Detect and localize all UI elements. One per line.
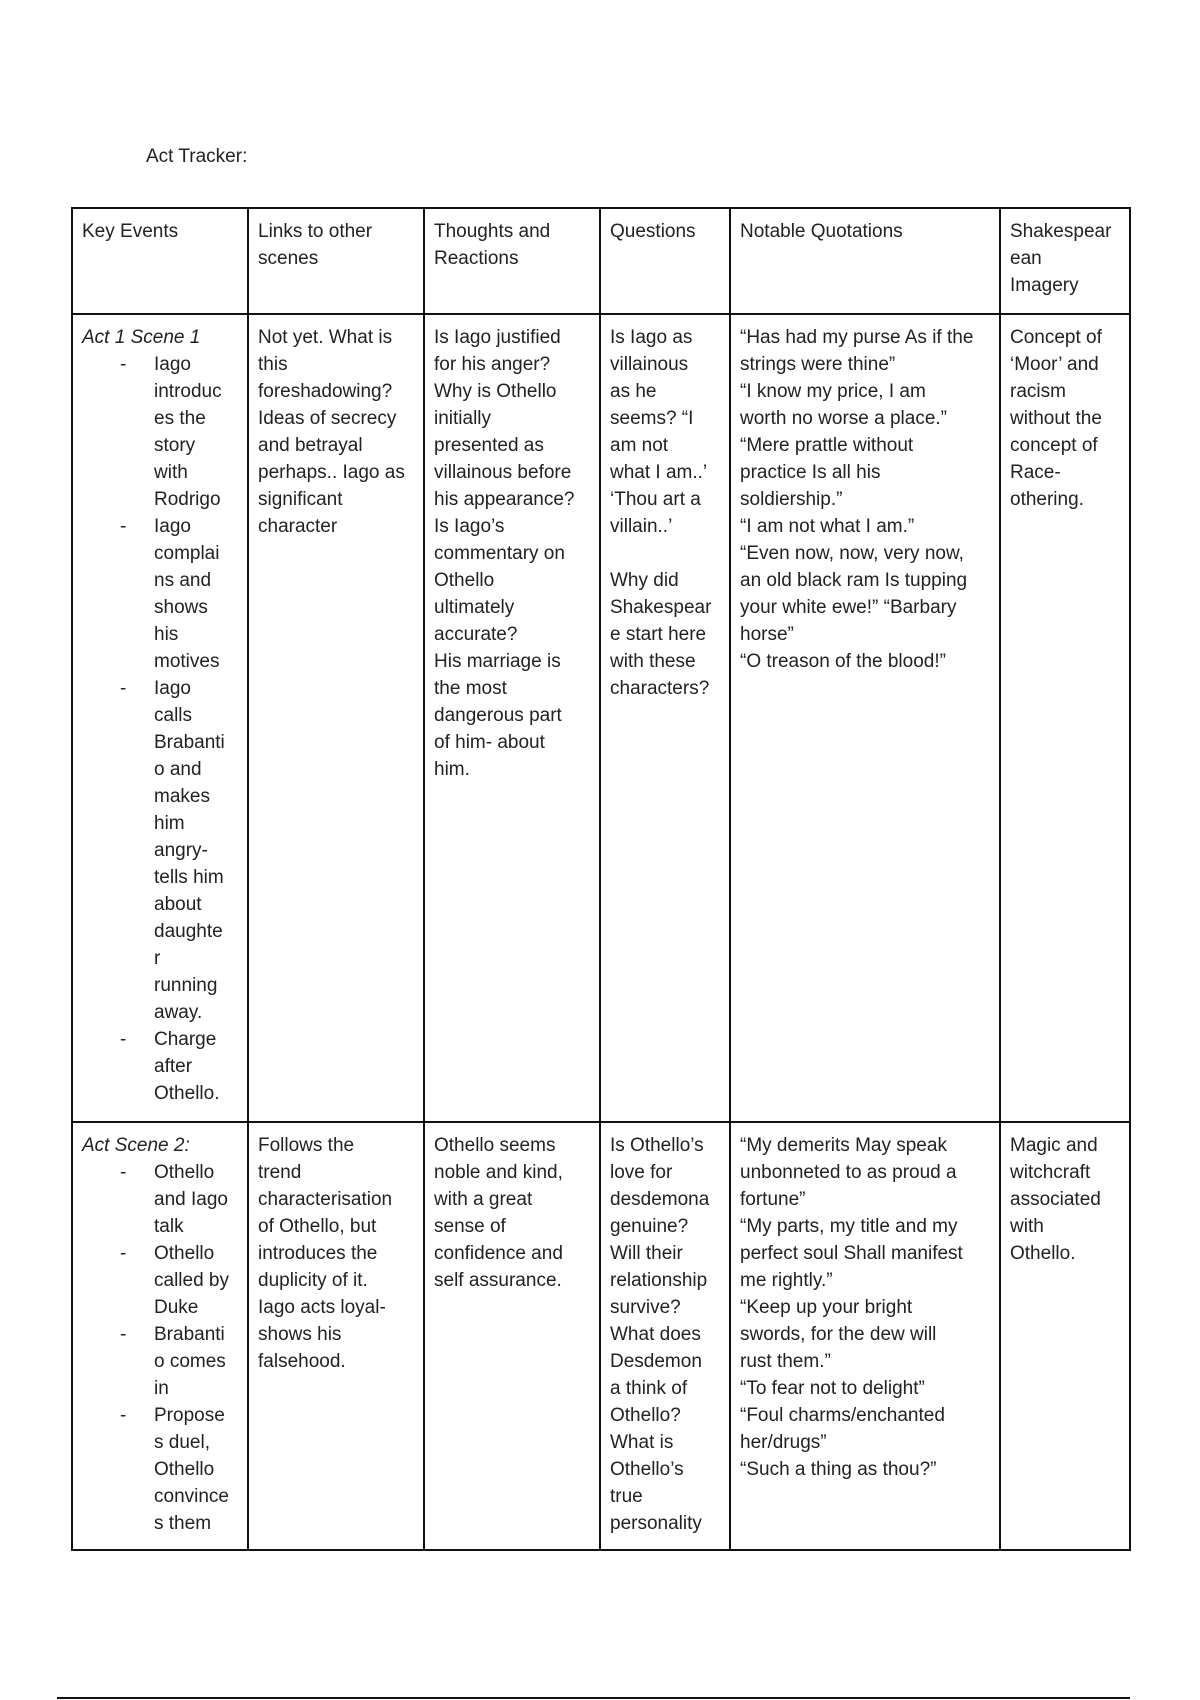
text-line: sense of (434, 1216, 506, 1237)
text-line: significant (258, 489, 343, 510)
text-line: this (258, 354, 288, 375)
questions-block (610, 324, 721, 540)
text-line: the most (434, 678, 507, 699)
quotations-cell (730, 1122, 1000, 1550)
text-line: witchcraft (1010, 1162, 1091, 1183)
text-line: fortune” (740, 1189, 806, 1210)
text-line: as he (610, 381, 657, 402)
text-line: what I am..’ (610, 462, 708, 483)
text-line: survive? (610, 1297, 681, 1318)
list-item (82, 1402, 239, 1537)
text-line: ns and (154, 570, 212, 591)
text-line: self assurance. (434, 1270, 562, 1291)
header-thoughts (424, 208, 600, 314)
text-line: Is Iago justified (434, 327, 561, 348)
text-line: duplicity of it. (258, 1270, 368, 1291)
text-line: with (1010, 1216, 1044, 1237)
document-title: Act Tracker: (146, 146, 248, 167)
text-line: Race- (1010, 462, 1061, 483)
text-line: Why is Othello (434, 381, 557, 402)
text-line: practice Is all his (740, 462, 881, 483)
text-line: strings were thine” (740, 354, 896, 375)
text-line: a think of (610, 1378, 688, 1399)
text-line: Othello (434, 570, 495, 591)
text-line: calls (154, 705, 193, 726)
questions-cell (600, 314, 730, 1122)
list-item (82, 351, 239, 513)
text-line: concept of (1010, 435, 1098, 456)
text-line: commentary on (434, 543, 565, 564)
text-line: introduces the (258, 1243, 378, 1264)
text-line: soldiership.” (740, 489, 843, 510)
header-links (248, 208, 424, 314)
text-line: trend (258, 1162, 302, 1183)
text-line: “Such a thing as thou?” (740, 1459, 937, 1480)
text-line: called by (154, 1270, 229, 1291)
text-line: “Keep up your bright (740, 1297, 913, 1318)
text-line: villainous (610, 354, 689, 375)
text-line: - Propose (154, 1405, 225, 1426)
text-line: ‘Moor’ and (1010, 354, 1099, 375)
text-line: - Iago (154, 516, 191, 537)
text-line: with a great (434, 1189, 533, 1210)
events-list (82, 1159, 239, 1537)
text-line: Rodrigo (154, 489, 221, 510)
text-line: story (154, 435, 196, 456)
thoughts-cell (424, 1122, 600, 1550)
text-line: swords, for the dew will (740, 1324, 937, 1345)
text-line: am not (610, 435, 669, 456)
text-line: o comes (154, 1351, 226, 1372)
text-line: Why did (610, 570, 679, 591)
text-line: in (154, 1378, 169, 1399)
text-line: confidence and (434, 1243, 563, 1264)
text-line: Is Iago as (610, 327, 693, 348)
text-line: running (154, 975, 218, 996)
text-line: for his anger? (434, 354, 551, 375)
text-line: with these (610, 651, 696, 672)
text-line: desdemona (610, 1189, 710, 1210)
text-line: motives (154, 651, 220, 672)
text-line: villainous before (434, 462, 572, 483)
text-line: Follows the (258, 1135, 355, 1156)
text-line: associated (1010, 1189, 1101, 1210)
text-line: Reactions (434, 248, 519, 269)
header-questions: Questions (600, 208, 730, 314)
scene-label: Act Scene 2: (82, 1135, 190, 1156)
text-line: Shakespear (610, 597, 712, 618)
text-line: His marriage is (434, 651, 561, 672)
text-line: shows (154, 597, 208, 618)
list-item (82, 513, 239, 675)
text-line: daughte (154, 921, 223, 942)
text-line: Desdemon (610, 1351, 702, 1372)
text-line: Magic and (1010, 1135, 1098, 1156)
table-row-act1-scene1 (72, 314, 1130, 1122)
text-line: - Charge (154, 1029, 217, 1050)
text-line: “My parts, my title and my (740, 1216, 958, 1237)
text-line: Othello. (154, 1083, 220, 1104)
text-line: Iago acts loyal- (258, 1297, 386, 1318)
text-line: Brabanti (154, 732, 225, 753)
text-line: Othello seems (434, 1135, 556, 1156)
text-line: Ideas of secrecy (258, 408, 397, 429)
text-line: - Iago (154, 678, 191, 699)
text-line: angry- (154, 840, 208, 861)
questions-cell (600, 1122, 730, 1550)
scene-label: Act 1 Scene 1 (82, 327, 201, 348)
text-line: othering. (1010, 489, 1084, 510)
text-line: characterisation (258, 1189, 393, 1210)
text-line: of Othello, but (258, 1216, 377, 1237)
links-cell (248, 314, 424, 1122)
thoughts-cell (424, 314, 600, 1122)
text-line: and Iago (154, 1189, 228, 1210)
list-item (82, 1321, 239, 1402)
text-line: initially (434, 408, 492, 429)
key-events-cell (72, 314, 248, 1122)
text-line: worth no worse a place.” (740, 408, 947, 429)
text-line: unbonneted to as proud a (740, 1162, 957, 1183)
list-item (82, 675, 239, 1026)
text-line: falsehood. (258, 1351, 346, 1372)
quotations-cell (730, 314, 1000, 1122)
text-line: ultimately (434, 597, 515, 618)
text-line: Is Iago’s (434, 516, 505, 537)
text-line: s them (154, 1513, 212, 1534)
text-line: es the (154, 408, 206, 429)
text-line: dangerous part (434, 705, 562, 726)
text-line: Shakespear (1010, 221, 1112, 242)
text-line: Links to other (258, 221, 373, 242)
text-line: villain..’ (610, 516, 673, 537)
text-line: scenes (258, 248, 319, 269)
text-line: him. (434, 759, 470, 780)
act-tracker-table (71, 207, 1131, 1551)
text-line: presented as (434, 435, 544, 456)
list-item (82, 1240, 239, 1321)
text-line: his (154, 624, 179, 645)
text-line: - Othello (154, 1243, 215, 1264)
header-row (72, 208, 1130, 314)
text-line: “I am not what I am.” (740, 516, 915, 537)
text-line: him (154, 813, 185, 834)
text-line: “Foul charms/enchanted (740, 1405, 945, 1426)
page-bottom-rule (57, 1697, 1130, 1699)
text-line: “To fear not to delight” (740, 1378, 925, 1399)
header-quotations: Notable Quotations (730, 208, 1000, 314)
text-line: her/drugs” (740, 1432, 827, 1453)
text-line: “Has had my purse As if the (740, 327, 974, 348)
text-line: Othello. (1010, 1243, 1076, 1264)
text-line: “My demerits May speak (740, 1135, 947, 1156)
events-list (82, 351, 239, 1107)
text-line: Duke (154, 1297, 199, 1318)
text-line: “Mere prattle without (740, 435, 914, 456)
text-line: horse” (740, 624, 794, 645)
text-line: o and (154, 759, 202, 780)
text-line: Imagery (1010, 275, 1079, 296)
text-line: relationship (610, 1270, 708, 1291)
text-line: true (610, 1486, 643, 1507)
text-line: Is Othello’s (610, 1135, 704, 1156)
text-line: Othello’s (610, 1459, 684, 1480)
text-line: Concept of (1010, 327, 1102, 348)
text-line: Thoughts and (434, 221, 551, 242)
text-line: noble and kind, (434, 1162, 563, 1183)
text-line: perfect soul Shall manifest (740, 1243, 963, 1264)
list-item (82, 1159, 239, 1240)
text-line: ‘Thou art a (610, 489, 701, 510)
links-cell (248, 1122, 424, 1550)
text-line: your white ewe!” “Barbary (740, 597, 957, 618)
questions-block (610, 567, 721, 702)
text-line: Othello? (610, 1405, 681, 1426)
text-line: an old black ram Is tupping (740, 570, 968, 591)
text-line: makes (154, 786, 210, 807)
text-line: after (154, 1056, 193, 1077)
text-line: ean (1010, 248, 1042, 269)
text-line: Will their (610, 1243, 683, 1264)
text-line: s duel, (154, 1432, 210, 1453)
text-line: introduc (154, 381, 222, 402)
text-line: perhaps.. Iago as (258, 462, 405, 483)
text-line: rust them.” (740, 1351, 831, 1372)
text-line: away. (154, 1002, 203, 1023)
text-line: Not yet. What is (258, 327, 393, 348)
text-line: talk (154, 1216, 184, 1237)
text-line: without the (1010, 408, 1102, 429)
text-line: with (154, 462, 188, 483)
text-line: personality (610, 1513, 702, 1534)
text-line: - Iago (154, 354, 191, 375)
key-events-cell (72, 1122, 248, 1550)
text-line: racism (1010, 381, 1066, 402)
text-line: complai (154, 543, 220, 564)
text-line: shows his (258, 1324, 342, 1345)
text-line: - Othello (154, 1162, 215, 1183)
text-line: seems? “I (610, 408, 694, 429)
text-line: r (154, 948, 161, 969)
text-line: his appearance? (434, 489, 575, 510)
text-line: convince (154, 1486, 229, 1507)
text-line: characters? (610, 678, 710, 699)
text-line: - Brabanti (154, 1324, 225, 1345)
imagery-cell (1000, 314, 1130, 1122)
text-line: Othello (154, 1459, 215, 1480)
table-row-act1-scene2 (72, 1122, 1130, 1550)
header-imagery (1000, 208, 1130, 314)
text-line: What does (610, 1324, 701, 1345)
text-line: e start here (610, 624, 707, 645)
text-line: me rightly.” (740, 1270, 833, 1291)
text-line: character (258, 516, 338, 537)
text-line: tells him (154, 867, 224, 888)
text-line: “I know my price, I am (740, 381, 926, 402)
list-item (82, 1026, 239, 1107)
header-key-events: Key Events (72, 208, 248, 314)
text-line: “O treason of the blood!” (740, 651, 946, 672)
text-line: genuine? (610, 1216, 689, 1237)
text-line: What is (610, 1432, 674, 1453)
text-line: about (154, 894, 202, 915)
text-line: accurate? (434, 624, 518, 645)
text-line: “Even now, now, very now, (740, 543, 964, 564)
text-line: and betrayal (258, 435, 363, 456)
text-line: of him- about (434, 732, 545, 753)
text-line: love for (610, 1162, 673, 1183)
text-line: foreshadowing? (258, 381, 393, 402)
imagery-cell (1000, 1122, 1130, 1550)
